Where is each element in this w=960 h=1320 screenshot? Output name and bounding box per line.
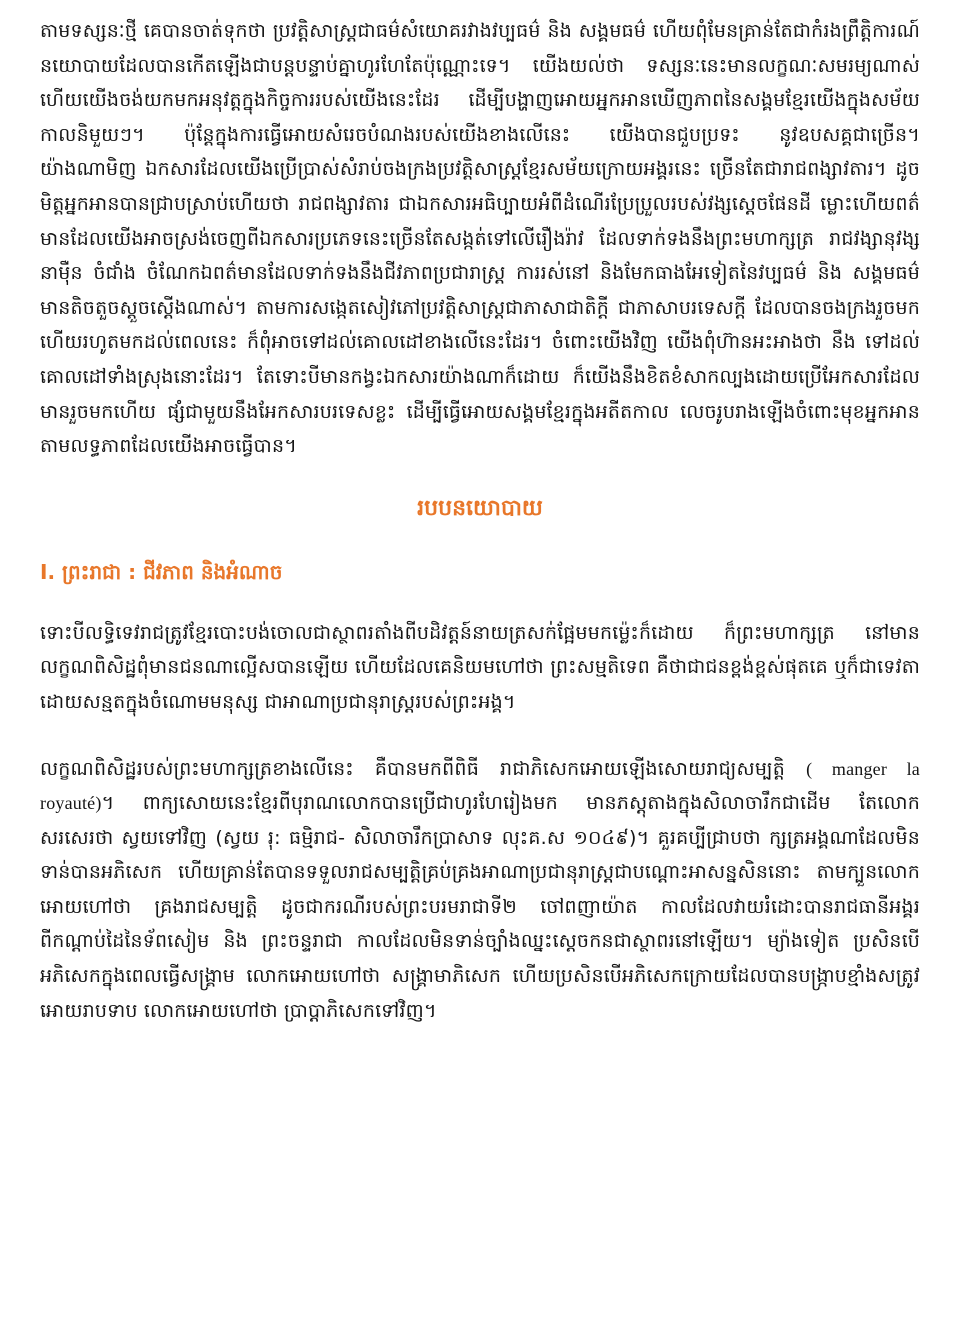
french-gloss: ( manger la royauté)	[40, 758, 920, 814]
sub-heading: I. ព្រះរាជា : ជីវភាព និងអំណាច	[40, 559, 283, 584]
intro-paragraph: តាមទស្សនៈថ្មី គេបានចាត់ទុកថា ប្រវត្តិសាស្ត្រជាធម៌សំយោគរវាងវប្បធម៌ និង សង្គមធម៌ ហើយពុំមែនគ្រាន់តែជាកំរងព្រឹត្តិការណ៍នយោបាយដែលបានកើតឡើងជាបន្តបន្ទាប់គ្នាហូរហែតែប៉ុណ្ណោះទេ។ យើងយល់ថា ទស្សនៈនេះមានលក្ខណៈសមរម្យណាស់ ហើយយើងចង់យកមកអនុវត្តក្នុងកិច្ចការរបស់យើងនេះដែរ ដើម្បីបង្ហាញអោយអ្នកអានឃើញភាពនៃសង្គមខ្មែរយើងក្នុងសម័យកាលនិមួយៗ។ ប៉ុន្តែក្នុងការធ្វើអោយសំរេចបំណងរបស់យើងខាងលើនេះ យើងបានជួបប្រទះ នូវឧបសគ្គជាច្រើន។ យ៉ាងណាមិញ ឯកសារដែលយើងប្រើប្រាស់សំរាប់ចងក្រងប្រវត្តិសាស្ត្រខ្មែរសម័យក្រោយអង្គរនេះ ច្រើនតែជារាជពង្សាវតារ។ ដូចមិត្តអ្នកអានបានជ្រាបស្រាប់ហើយថា រាជពង្សាវតារ ជាឯកសារអធិប្បាយអំពីដំណើរប្រែប្រួលរបស់វង្សស្តេចផែនដី ម្លោះហើយពត៌មានដែលយើងអាចស្រង់ចេញពីឯកសារប្រភេទនេះច្រើនតែសង្កត់ទៅលើរឿងរ៉ាវ ដែលទាក់ទងនឹងព្រះមហាក្សត្រ រាជវង្សានុវង្ស នាម៉ឺន ចំជាំង ចំណែកឯពត៌មានដែលទាក់ទងនឹងជីវភាពប្រជារាស្ត្រ ការរស់នៅ និងមែកធាងអែទៀតនៃវប្បធម៌ និង សង្គមធម៌ មានតិចតួចស្តួចស្តើងណាស់។ តាមការសង្កេតសៀវភៅប្រវត្តិសាស្ត្រជាភាសាជាតិក្តី ជាភាសាបរទេសក្តី ដែលបានចងក្រងរួចមកហើយរហូតមកដល់ពេលនេះ ក៏ពុំអាចទៅដល់គោលដៅខាងលើនេះដែរ។ ចំពោះយើងវិញ យើងពុំហ៊ានអះអាងថា នឹង ទៅដល់គោលដៅទាំងស្រុងនោះដែរ។ តែទោះបីមានកង្វះឯកសារយ៉ាងណាក៏ដោយ ក៏យើងនឹងខិតខំសាកល្បងដោយប្រើអែកសារដែលមានរួចមកហើយ ផ្សំជាមួយនឹងអែកសារបរទេសខ្លះ ដើម្បីធ្វើអោយសង្គមខ្មែរក្នុងអតីតកាល លេចរូបរាងឡើងចំពោះមុខអ្នកអានតាមលទ្ធភាពដែលយើងអាចធ្វើបាន។	[40, 20, 920, 458]
section-title: របបនយោបាយ	[417, 495, 543, 521]
paragraph-2-text-start: លក្ខណពិសិដ្ឋរបស់ព្រះមហាក្សត្រខាងលើនេះ គឺបានមកពីពិធី រាជាភិសេកអោយឡើងសោយរាជ្យសម្បត្តិ	[40, 757, 807, 780]
body-paragraph-1: ទោះបីលទ្ធិទេវរាជត្រូវខ្មែរបោះបង់ចោលជាស្ថាពរតាំងពីបដិវត្តន៍នាយត្រសក់ផ្អែមមកម្ល៉េះក៏ដោយ ក៏ព្រះមហាក្សត្រ នៅមានលក្ខណពិសិដ្ឋពុំមានជនណាល្អើសបានឡើយ ហើយដែលគេនិយមហៅថា ព្រះសម្មតិទេព គឺថាជាជនខ្ពង់ខ្ពស់ផុតគេ ឬក៏ជាទេវតា ដោយសន្មតក្នុងចំណោមមនុស្ស ជាអាណាប្រជានុរាស្ត្ររបស់ព្រះអង្គ។	[40, 621, 920, 713]
body-paragraph-2	[40, 752, 920, 1029]
paragraph-2-text-end: ។ ពាក្យសោយនេះខ្មែរពីបុរាណលោកបានប្រើជាហូរហែរៀងមក មានភស្តុតាងក្នុងសិលាចារឹកជាដើម តែលោកសរសេរថា ស្វយទៅវិញ (ស្វយ រុ: ធម្មិរាជ- សិលាចារឹកប្រាសាទ លុះគ.ស ១០៤៩)។ គួរគប្បីជ្រាបថា ក្សត្រអង្គណាដែលមិនទាន់បានអភិសេក ហើយគ្រាន់តែបានទទួលរាជសម្បត្តិគ្រប់គ្រងអាណាប្រជានុរាស្ត្រជាបណ្តោះអាសន្នសិននោះ តាមក្បួនលោកអោយហៅថា គ្រងរាជសម្បត្តិ ដូចជាករណីរបស់ព្រះបរមរាជាទី២ ចៅពញាយ៉ាត កាលដែលវាយរំដោះបានរាជធានីអង្គរ ពីកណ្តាប់ដៃនៃទ័ពសៀម និង ព្រះចន្ទរាជា កាលដែលមិនទាន់ច្បាំងឈ្នះស្តេចកនជាស្ថាពរនៅឡើយ។ ម្យ៉ាងទៀត ប្រសិនបើអភិសេកក្នុងពេលធ្វើសង្គ្រាម លោកអោយហៅថា សង្គ្រាមាភិសេក ហើយប្រសិនបើអភិសេកក្រោយដែលបានបង្ក្រាបខ្មាំងសត្រូវអោយរាបទាប លោកអោយហៅថា ប្រាប្តាភិសេកទៅវិញ។	[40, 792, 920, 1022]
